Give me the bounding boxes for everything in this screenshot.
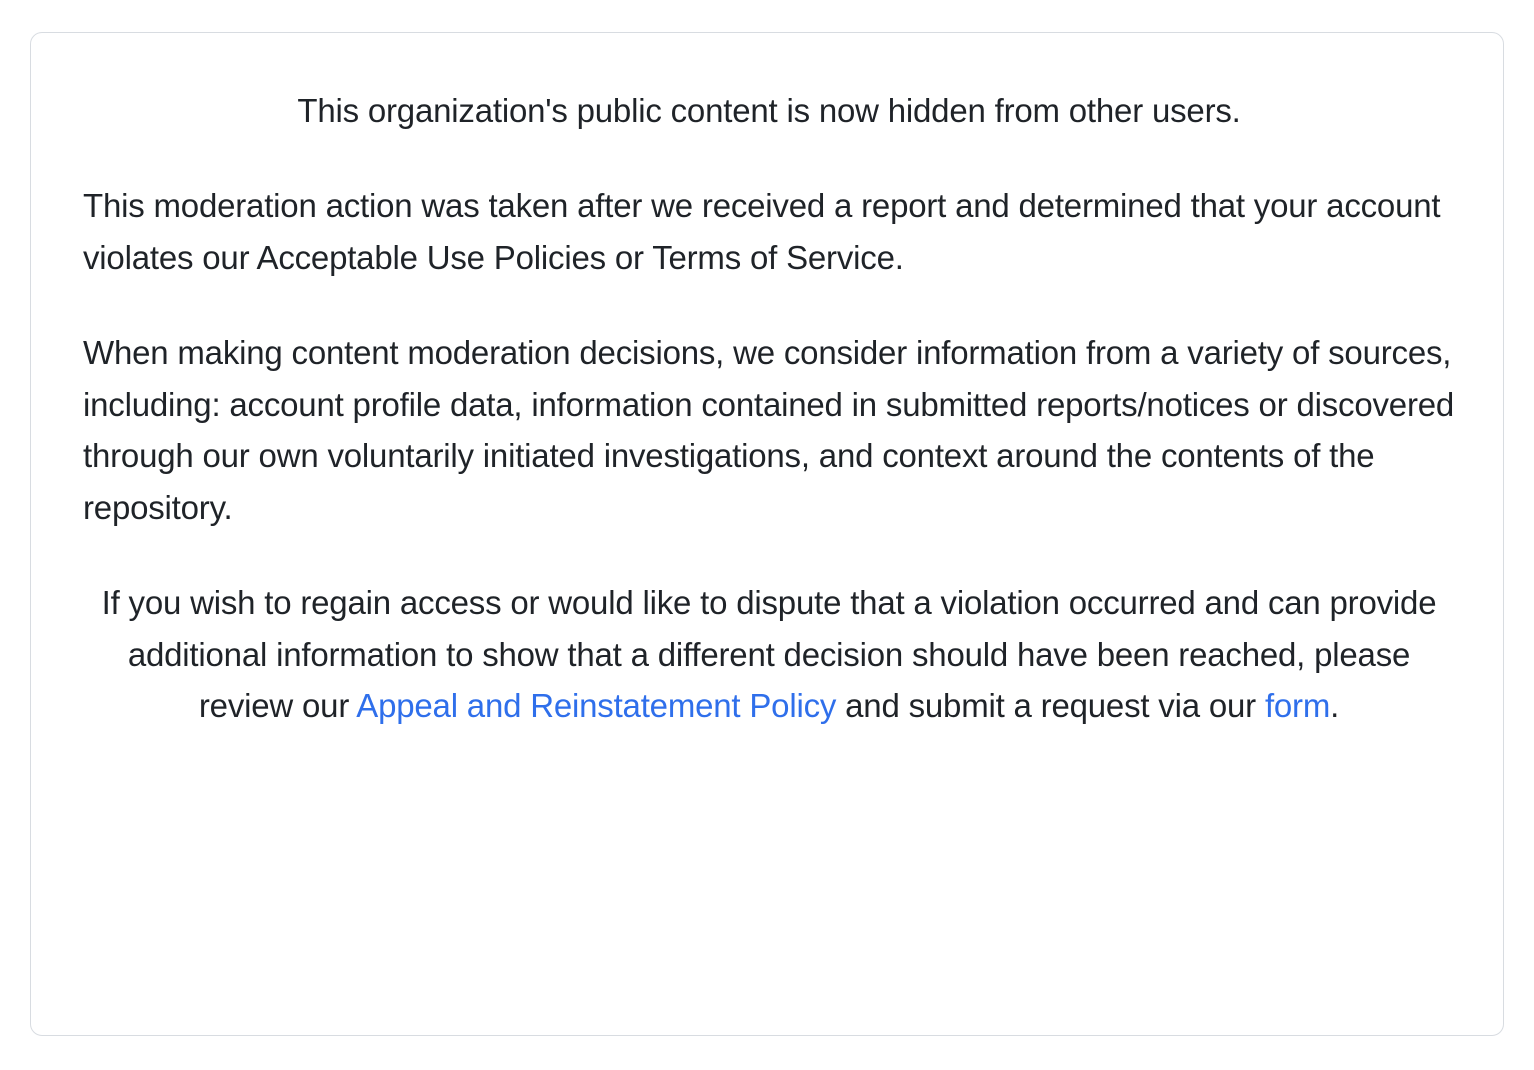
notice-sources-paragraph: When making content moderation decisions, we consider information from a variety of sources, including: account profile data, information contained in submitted reports/notices or discovered through our own voluntarily initiated investigations, and context around the contents of the repository. — [83, 334, 1455, 526]
appeal-text-after-link: . — [1330, 687, 1340, 725]
appeal-text-before-link: If you wish to regain access or would like to dispute that a violation occurred and can provide additional information to show that a different decision should have been reached, please review our — [101, 584, 1437, 725]
notice-appeal-paragraph — [83, 577, 1455, 731]
moderation-notice-card — [30, 32, 1504, 1036]
appeal-text-between-links: and submit a request via our — [836, 687, 1265, 725]
appeal-request-form-link[interactable]: form — [1264, 687, 1331, 725]
notice-reason-paragraph: This moderation action was taken after we received a report and determined that your account violates our Acceptable Use Policies or Terms of Service. — [83, 187, 1441, 276]
notice-headline: This organization's public content is now hidden from other users. — [297, 92, 1241, 129]
appeal-and-reinstatement-policy-link[interactable]: Appeal and Reinstatement Policy — [356, 687, 837, 725]
